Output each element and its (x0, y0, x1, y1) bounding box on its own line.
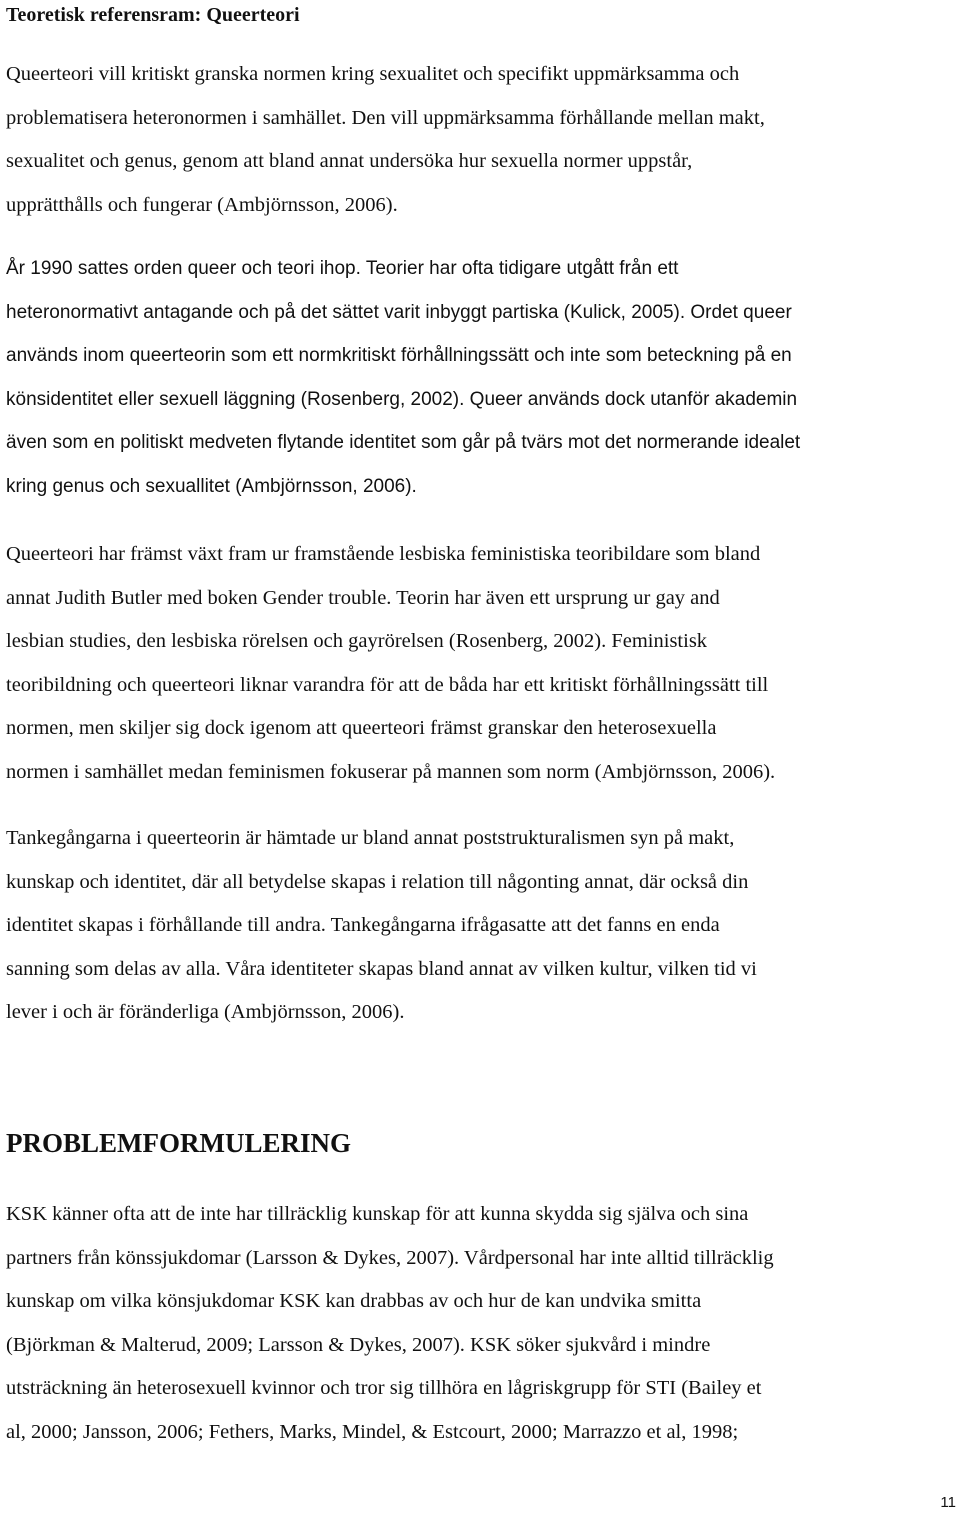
text-line: problematisera heteronormen i samhället. Den vill uppmärksamma förhållande mellan makt, (6, 106, 765, 129)
text-line: teoribildning och queerteori liknar varandra för att de båda har ett kritiskt förhållningssätt till (6, 673, 769, 696)
paragraph-poststructuralism (6, 817, 958, 1035)
text-line: lever i och är föränderliga (Ambjörnsson, 2006). (6, 1001, 405, 1024)
text-line: sanning som delas av alla. Våra identiteter skapas bland annat av vilken kultur, vilken tid vi (6, 957, 757, 980)
text-line: partners från könssjukdomar (Larsson & Dykes, 2007). Vårdpersonal har inte alltid tillräcklig (6, 1246, 774, 1269)
text-line: sexualitet och genus, genom att bland annat undersöka hur sexuella normer uppstår, (6, 150, 693, 173)
text-line: normen, men skiljer sig dock igenom att queerteori främst granskar den heterosexuella (6, 717, 717, 740)
text-line: identitet skapas i förhållande till andra. Tankegångarna ifrågasatte att det fanns en enda (6, 914, 720, 937)
paragraph-queer-origins (6, 533, 958, 795)
text-line: även som en politiskt medveten flytande identitet som går på tvärs mot det normerande idealet (6, 432, 801, 454)
paragraph-problem (6, 1193, 958, 1455)
section-title: Teoretisk referensram: Queerteori (6, 4, 300, 26)
text-line: kunskap och identitet, där all betydelse skapas i relation till någonting annat, där också din (6, 870, 749, 893)
text-line: Tankegångarna i queerteorin är hämtade ur bland annat poststrukturalismen syn på makt, (6, 827, 735, 849)
text-line: normen i samhället medan feminismen fokuserar på mannen som norm (Ambjörnsson, 2006). (6, 760, 776, 783)
page-number: 11 (940, 1494, 956, 1511)
section-heading: PROBLEMFORMULERING (6, 1128, 352, 1158)
text-line: al, 2000; Jansson, 2006; Fethers, Marks, Mindel, & Estcourt, 2000; Marrazzo et al, 1998; (6, 1420, 739, 1443)
text-line: kring genus och sexuallitet (Ambjörnsson, 2006). (6, 475, 417, 497)
text-line: kunskap om vilka könsjukdomar KSK kan drabbas av och hur de kan undvika smitta (6, 1290, 702, 1313)
text-line: År 1990 sattes orden queer och teori ihop. Teorier har ofta tidigare utgått från ett (6, 258, 679, 279)
text-line: heteronormativt antagande och på det sättet varit inbyggt partiska (Kulick, 2005). Ordet queer (6, 301, 792, 323)
text-line: könsidentitet eller sexuell läggning (Rosenberg, 2002). Queer används dock utanför akademin (6, 388, 798, 410)
text-line: används inom queerteorin som ett normkritiskt förhållningssätt och inte som beteckning på en (6, 345, 792, 367)
text-line: Queerteori har främst växt fram ur framstående lesbiska feministiska teoribildare som bland (6, 543, 761, 565)
text-line: KSK känner ofta att de inte har tillräcklig kunskap för att kunna skydda sig själva och sina (6, 1203, 749, 1225)
text-line: upprätthålls och fungerar (Ambjörnsson, 2006). (6, 193, 398, 216)
text-line: (Björkman & Malterud, 2009; Larsson & Dykes, 2007). KSK söker sjukvård i mindre (6, 1333, 711, 1356)
text-line: Queerteori vill kritiskt granska normen kring sexualitet och specifikt uppmärksamma och (6, 63, 740, 85)
text-line: annat Judith Butler med boken Gender trouble. Teorin har även ett ursprung ur gay and (6, 586, 720, 609)
text-line: lesbian studies, den lesbiska rörelsen och gayrörelsen (Rosenberg, 2002). Feministisk (6, 630, 708, 653)
paragraph-queer-history (6, 247, 958, 509)
paragraph-queer-theory-intro (6, 53, 958, 227)
text-line: utsträckning än heterosexuell kvinnor och tror sig tillhöra en lågriskgrupp för STI (Bailey et (6, 1377, 762, 1400)
